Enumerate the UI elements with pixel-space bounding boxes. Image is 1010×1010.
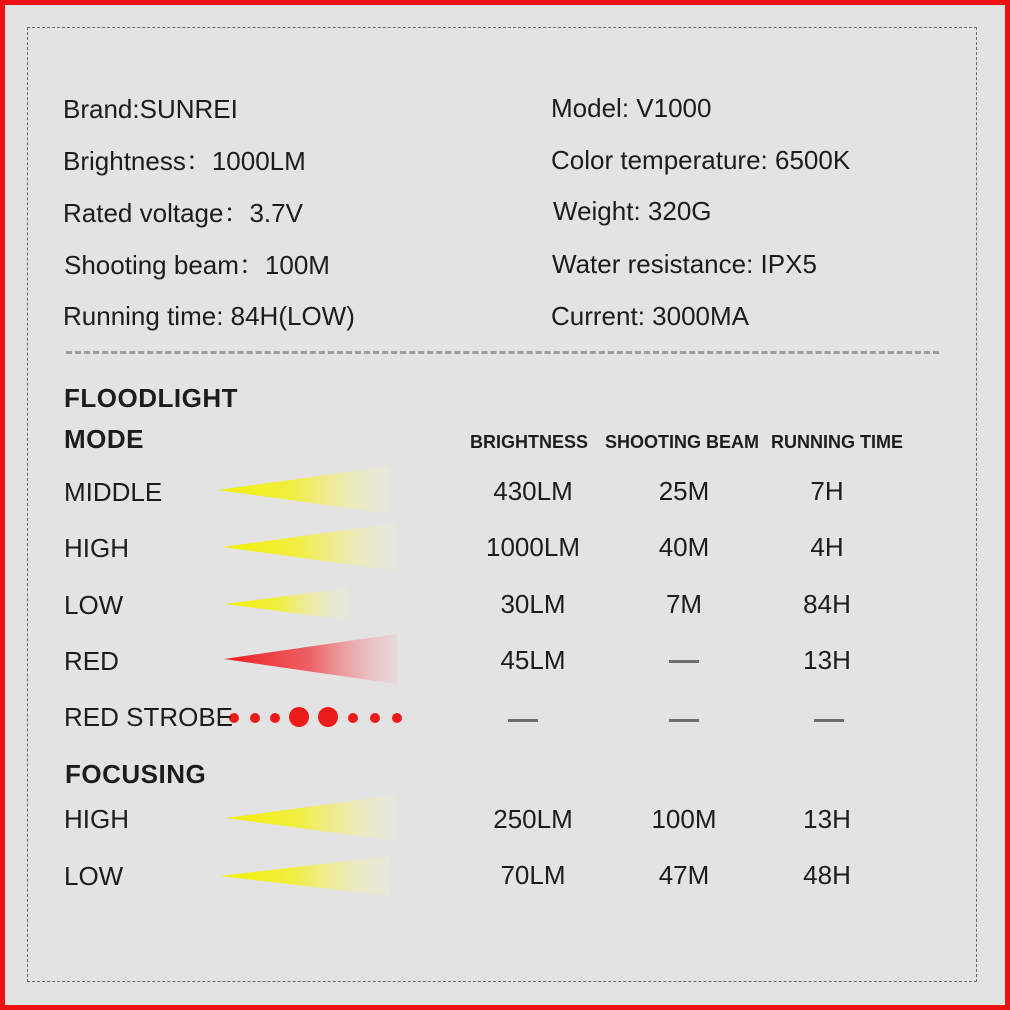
red-beam-icon — [224, 634, 397, 684]
high-time: 4H — [810, 532, 844, 562]
mode-label-low: LOW — [64, 590, 124, 620]
strobe-dot-icon — [392, 713, 402, 723]
spec-brand: Brand:SUNREI — [63, 94, 238, 124]
red-beam-dash — [669, 660, 699, 663]
column-header-brightness: BRIGHTNESS — [469, 432, 589, 452]
high-brightness: 1000LM — [486, 532, 580, 562]
spec-model: Model: V1000 — [551, 93, 712, 123]
spec-running-time: Running time: 84H(LOW) — [63, 301, 355, 331]
spec-shooting-beam: Shooting beam：100M — [64, 250, 330, 280]
mode-title: MODE — [64, 424, 144, 454]
high-beam: 40M — [658, 532, 710, 562]
red-strobe-brightness-dash — [508, 719, 538, 722]
mode-label-high: HIGH — [64, 533, 129, 563]
floodlight-title: FLOODLIGHT — [64, 383, 238, 413]
spec-water-resistance: Water resistance: IPX5 — [552, 249, 817, 279]
high-beam-icon — [223, 523, 396, 571]
low-beam-icon — [225, 588, 348, 620]
strobe-dot-large-icon — [289, 707, 309, 727]
focusing-high-beam-icon — [226, 795, 396, 841]
focusing-low-brightness: 70LM — [500, 860, 566, 890]
red-time: 13H — [803, 645, 851, 675]
mode-label-middle: MIDDLE — [64, 477, 163, 507]
strobe-dot-icon — [270, 713, 280, 723]
focusing-title: FOCUSING — [65, 759, 207, 789]
column-header-shooting-beam: SHOOTING BEAM — [604, 432, 760, 452]
red-strobe-time-dash — [814, 719, 844, 722]
strobe-dot-icon — [348, 713, 358, 723]
red-strobe-beam-dash — [669, 719, 699, 722]
red-brightness: 45LM — [500, 645, 566, 675]
low-beam: 7M — [665, 589, 703, 619]
focusing-mode-label-low: LOW — [64, 861, 124, 891]
middle-beam-icon — [218, 466, 390, 514]
strobe-dot-icon — [370, 713, 380, 723]
low-brightness: 30LM — [500, 589, 566, 619]
spec-current: Current: 3000MA — [551, 301, 749, 331]
mode-label-red-strobe: RED STROBE — [64, 702, 234, 732]
spec-brightness: Brightness：1000LM — [63, 146, 306, 176]
focusing-high-beam: 100M — [651, 804, 717, 834]
strobe-dot-large-icon — [318, 707, 338, 727]
focusing-low-beam: 47M — [658, 860, 710, 890]
middle-beam: 25M — [658, 476, 710, 506]
focusing-low-beam-icon — [220, 856, 390, 896]
mode-label-red: RED — [64, 646, 119, 676]
focusing-mode-label-high: HIGH — [64, 804, 129, 834]
middle-brightness: 430LM — [493, 476, 573, 506]
column-header-running-time: RUNNING TIME — [771, 432, 903, 452]
focusing-high-time: 13H — [803, 804, 851, 834]
focusing-high-brightness: 250LM — [493, 804, 573, 834]
spec-rated-voltage: Rated voltage：3.7V — [63, 198, 303, 228]
middle-time: 7H — [810, 476, 844, 506]
strobe-dot-icon — [250, 713, 260, 723]
low-time: 84H — [803, 589, 851, 619]
spec-weight: Weight: 320G — [553, 196, 712, 226]
spec-color-temperature: Color temperature: 6500K — [551, 145, 851, 175]
focusing-low-time: 48H — [803, 860, 851, 890]
